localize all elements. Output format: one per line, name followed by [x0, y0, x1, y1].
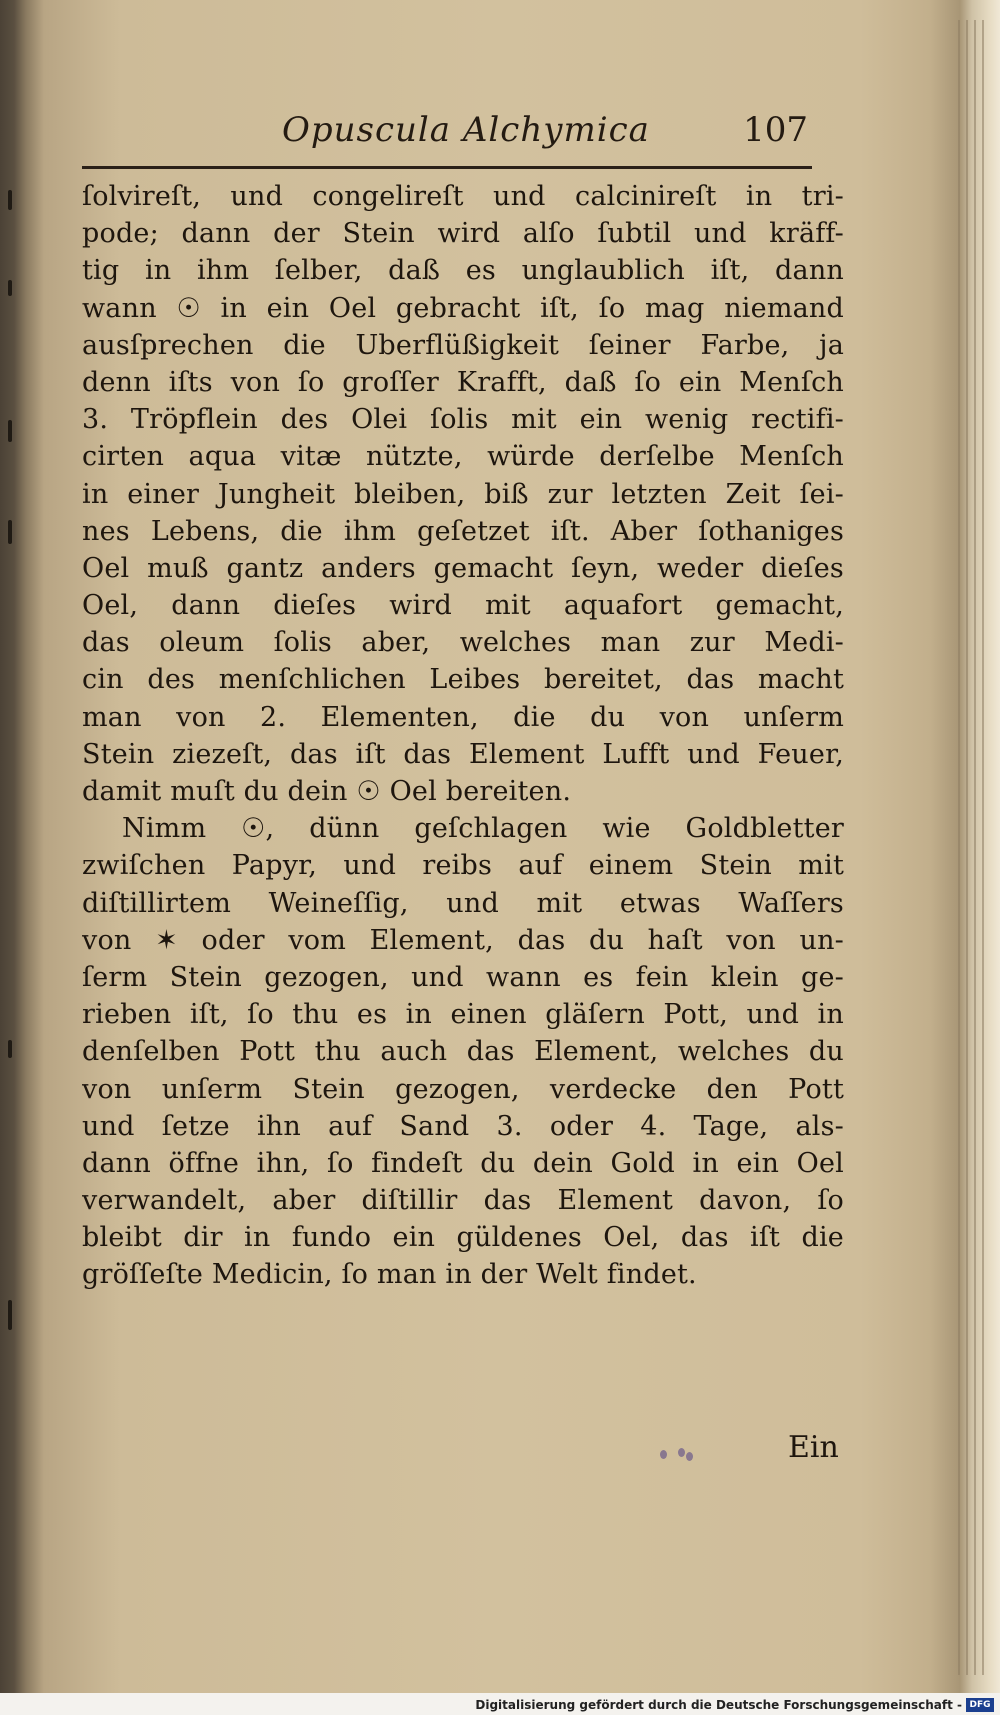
text-line: denn iſts von ſo groſſer Krafft, daß ſo ein Menſch: [82, 366, 844, 398]
text-line: ſerm Stein gezogen, und wann es fein klein ge-: [82, 961, 844, 993]
text-line: cirten aqua vitæ nützte, würde derſelbe Menſch: [82, 441, 844, 473]
text-line: Oel muß gantz anders gemacht ſeyn, weder dieſes: [82, 552, 844, 584]
ink-spot: [660, 1448, 706, 1462]
gutter-mark: [8, 190, 12, 210]
text-line: zwiſchen Papyr, und reibs auf einem Stein mit: [82, 850, 844, 882]
text-line: cin des menſchlichen Leibes bereitet, das macht: [82, 664, 844, 696]
text-line: man von 2. Elementen, die du von unſerm: [82, 701, 844, 733]
page-edge: [982, 20, 984, 1675]
footer-strip: [0, 1693, 1000, 1715]
footer-credit: Digitalisierung gefördert durch die Deutsche Forschungsgemeinschaft -: [475, 1698, 962, 1712]
text-line: ſolvireſt, und congelireſt und calcinireſt in tri-: [82, 181, 844, 212]
text-line: pode; dann der Stein wird alſo ſubtil und kräff-: [82, 218, 844, 250]
gutter-mark: [8, 280, 12, 296]
text-line: Stein ziezeſt, das iſt das Element Lufft und Feuer,: [82, 738, 844, 770]
text-line-paragraph-end: gröſſeſte Medicin, ſo man in der Welt findet.: [82, 1259, 697, 1291]
page-edge: [966, 20, 968, 1675]
running-title: Opuscula Alchymica: [282, 110, 650, 150]
text-line: tig in ihm ſelber, daß es unglaublich iſt, dann: [82, 255, 844, 287]
catchword: Ein: [788, 1430, 839, 1465]
text-line: verwandelt, aber diſtillir das Element davon, ſo: [82, 1185, 844, 1217]
gutter-mark: [8, 520, 12, 544]
header-rule: [82, 166, 812, 169]
text-line: dann öffne ihn, ſo findeſt du dein Gold in ein Oel: [82, 1147, 844, 1179]
page-header: [82, 110, 822, 160]
page-edge: [974, 20, 976, 1675]
text-line: diſtillirtem Weineſſig, und mit etwas Waſſers: [82, 887, 844, 919]
text-line: das oleum ſolis aber, welches man zur Medi-: [82, 627, 844, 659]
text-line: Oel, dann dieſes wird mit aquafort gemacht,: [82, 590, 844, 622]
text-line: rieben iſt, ſo thu es in einen gläſern Pott, und in: [82, 999, 844, 1031]
gutter-mark: [8, 1300, 12, 1330]
text-line: nes Lebens, die ihm geſetzet iſt. Aber ſothaniges: [82, 515, 844, 547]
page-edge: [958, 20, 960, 1675]
text-line: in einer Jungheit bleiben, biß zur letzten Zeit ſei-: [82, 478, 844, 510]
text-line: und ſetze ihn auf Sand 3. oder 4. Tage, als-: [82, 1110, 844, 1142]
text-line: ausſprechen die Uberflüßigkeit ſeiner Farbe, ja: [82, 329, 844, 361]
text-line: von ✶ oder vom Element, das du haſt von un-: [82, 924, 844, 956]
text-line: bleibt dir in fundo ein güldenes Oel, das iſt die: [82, 1222, 844, 1254]
text-line: 3. Tröpflein des Olei ſolis mit ein wenig rectifi-: [82, 404, 844, 436]
page-number: 107: [743, 110, 808, 150]
body-text: [82, 178, 844, 1294]
dfg-logo: DFG: [966, 1698, 994, 1712]
text-line-paragraph-start: Nimm ☉, dünn geſchlagen wie Goldbletter: [122, 813, 844, 845]
text-line: wann ☉ in ein Oel gebracht iſt, ſo mag niemand: [82, 292, 844, 324]
text-line-paragraph-end: damit muſt du dein ☉ Oel bereiten.: [82, 776, 572, 807]
gutter-mark: [8, 420, 12, 442]
gutter-mark: [8, 1040, 12, 1058]
text-line: denſelben Pott thu auch das Element, welches du: [82, 1036, 844, 1068]
text-line: von unſerm Stein gezogen, verdecke den Pott: [82, 1073, 844, 1105]
